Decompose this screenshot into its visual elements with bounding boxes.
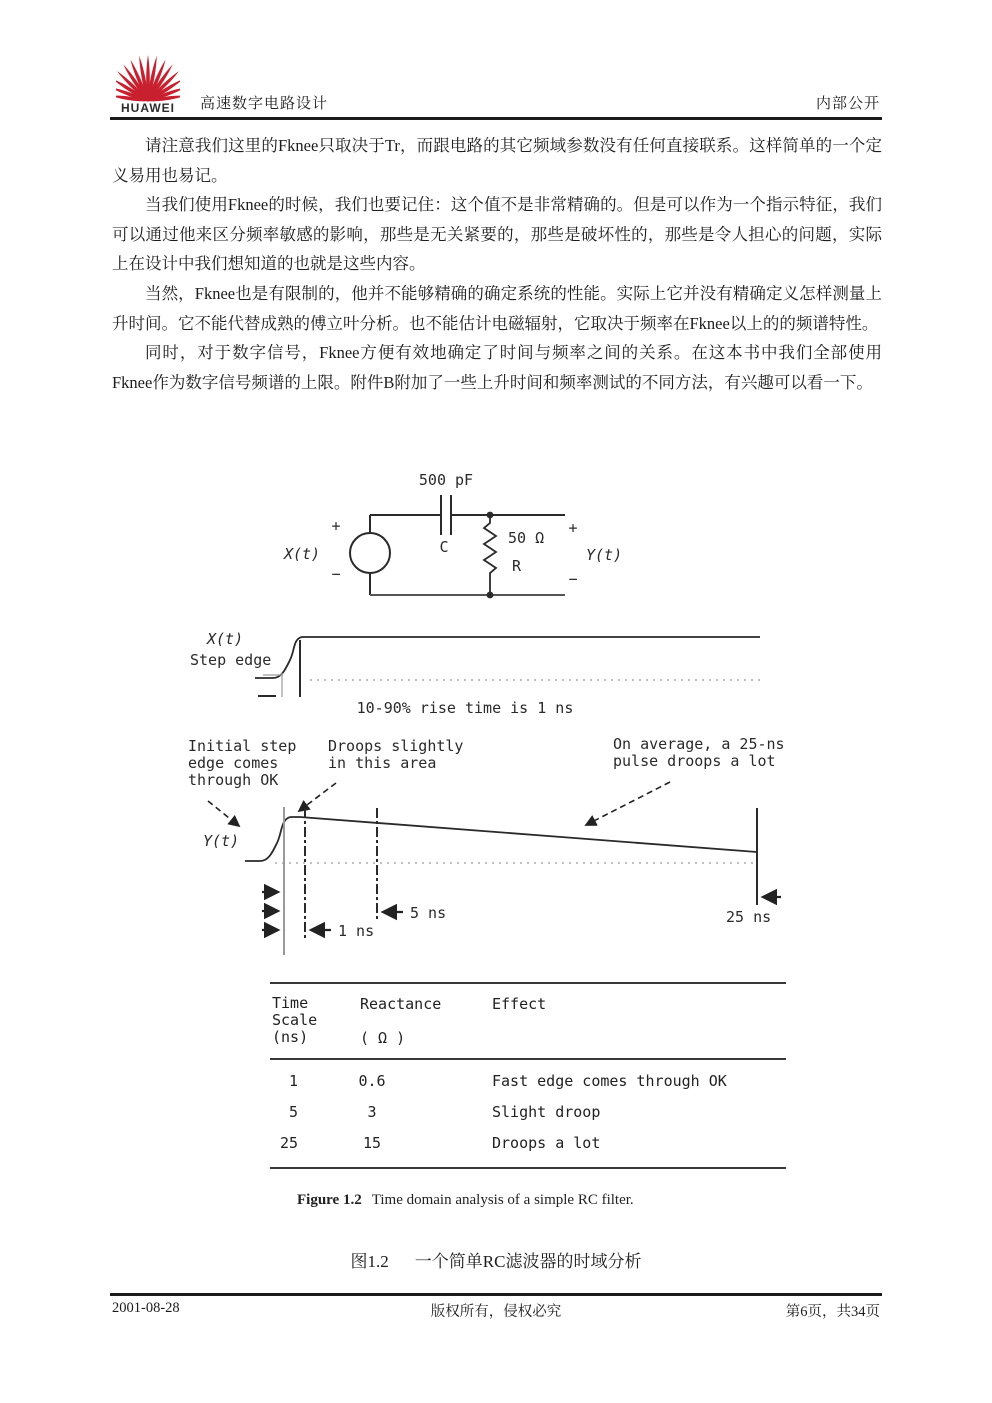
response-plot-signal-label: Y(t) bbox=[203, 832, 240, 850]
figure-caption-label: Figure 1.2 bbox=[297, 1192, 362, 1208]
marker-5ns-label: 5 ns bbox=[410, 904, 447, 922]
annotation-initial-arrow bbox=[208, 801, 239, 826]
figure-caption bbox=[297, 1192, 634, 1209]
table-header-reactance: Reactance bbox=[360, 995, 442, 1013]
output-signal-label: Y(t) bbox=[586, 546, 623, 564]
table-row3-effect: Droops a lot bbox=[492, 1134, 601, 1152]
footer-rule bbox=[110, 1293, 882, 1296]
annotation-average-line2: pulse droops a lot bbox=[613, 752, 776, 770]
paragraph-2: 当我们使用Fknee的时候，我们也要记住：这个值不是非常精确的。但是可以作为一个指示特征，我们可以通过他来区分频率敏感的影响，那些是无关紧要的，那些是破坏性的，那些是令人担心的问题，实际上在设计中我们想知道的也就是这些内容。 bbox=[112, 195, 882, 274]
annotation-droop-line2: in this area bbox=[328, 754, 437, 772]
table-rule-top bbox=[270, 982, 786, 984]
table-row2-effect: Slight droop bbox=[492, 1103, 601, 1121]
marker-1ns-label: 1 ns bbox=[338, 922, 375, 940]
source-minus: − bbox=[331, 565, 341, 583]
body-text bbox=[112, 131, 882, 397]
table-row1-time: 1 bbox=[288, 1072, 298, 1090]
table-row3-reactance: 15 bbox=[362, 1134, 382, 1152]
table-header-time bbox=[272, 995, 317, 1046]
source-plus: + bbox=[331, 517, 341, 535]
huawei-logo-icon bbox=[116, 55, 180, 102]
input-signal-label: X(t) bbox=[283, 545, 321, 563]
table-header-reactance-unit: ( Ω ) bbox=[360, 1029, 406, 1047]
table-row2-reactance: 3 bbox=[367, 1103, 377, 1121]
resistor-value: 50 Ω bbox=[508, 529, 545, 547]
paragraph-4: 同时，对于数字信号，Fknee方便有效地确定了时间与频率之间的关系。在这本书中我们全部使用Fknee作为数字信号频谱的上限。附件B附加了一些上升时间和频率测试的不同方法，有兴趣可以看一下。 bbox=[112, 343, 882, 392]
annotation-initial-line1: Initial step bbox=[188, 737, 297, 755]
annotation-initial-line3: through OK bbox=[188, 771, 279, 789]
table-row2-time: 5 bbox=[288, 1103, 298, 1121]
figure-rc-filter bbox=[140, 460, 900, 960]
figure-caption-chinese-text: 一个简单RC滤波器的时域分析 bbox=[414, 1252, 642, 1271]
footer-page-number: 第6页，共34页 bbox=[785, 1304, 880, 1320]
output-plus: + bbox=[568, 519, 578, 537]
figure-caption-chinese-label: 图1.2 bbox=[350, 1252, 389, 1271]
table-header-time-line2: Scale bbox=[272, 1011, 318, 1029]
response-plot bbox=[245, 807, 781, 955]
figure-caption-text: Time domain analysis of a simple RC filter. bbox=[371, 1192, 634, 1208]
figure-caption-chinese bbox=[0, 1247, 992, 1272]
step-edge-plot bbox=[255, 637, 760, 697]
annotation-initial-line2: edge comes bbox=[188, 754, 279, 772]
table-row3-time: 25 bbox=[279, 1134, 298, 1152]
table-header-effect: Effect bbox=[492, 995, 547, 1013]
table-row1-reactance: 0.6 bbox=[358, 1072, 386, 1090]
effect-table bbox=[270, 975, 786, 1180]
footer-copyright: 版权所有，侵权必究 bbox=[430, 1304, 562, 1320]
step-plot-sublabel: Step edge bbox=[190, 651, 272, 669]
footer-date: 2001-08-28 bbox=[112, 1300, 180, 1316]
step-plot-signal-label: X(t) bbox=[207, 630, 244, 648]
table-rule-middle bbox=[270, 1058, 786, 1060]
marker-25ns-label: 25 ns bbox=[726, 908, 772, 926]
paragraph-3: 当然，Fknee也是有限制的，他并不能够精确的确定系统的性能。实际上它并没有精确定义怎样测量上升时间。它不能代替成熟的傅立叶分析。也不能估计电磁辐射，它取决于频率在Fknee以上的的频谱特性。 bbox=[112, 283, 882, 333]
document-title: 高速数字电路设计 bbox=[200, 96, 329, 112]
table-header-time-line3: (ns) bbox=[272, 1028, 309, 1046]
paragraph-1: 请注意我们这里的Fknee只取决于Tr，而跟电路的其它频域参数没有任何直接联系。这样简单的一个定义易用也易记。 bbox=[112, 136, 882, 185]
table-rule-bottom bbox=[270, 1167, 786, 1169]
annotation-droop-arrow bbox=[299, 783, 336, 811]
resistor-label: R bbox=[512, 557, 522, 575]
capacitor-value: 500 pF bbox=[418, 471, 474, 489]
capacitor-label: C bbox=[439, 538, 449, 556]
rise-time-note: 10-90% rise time is 1 ns bbox=[356, 699, 574, 717]
annotation-average-arrow bbox=[586, 782, 670, 825]
table-row1-effect: Fast edge comes through OK bbox=[492, 1072, 727, 1090]
header-rule bbox=[110, 117, 882, 120]
output-minus: − bbox=[568, 570, 578, 588]
annotation-droop-line1: Droops slightly bbox=[328, 737, 464, 755]
table-header-time-line1: Time bbox=[272, 994, 309, 1012]
logo-wordmark: HUAWEI bbox=[121, 101, 175, 115]
annotation-average-line1: On average, a 25-ns bbox=[613, 735, 785, 753]
classification-label: 内部公开 bbox=[815, 96, 880, 112]
